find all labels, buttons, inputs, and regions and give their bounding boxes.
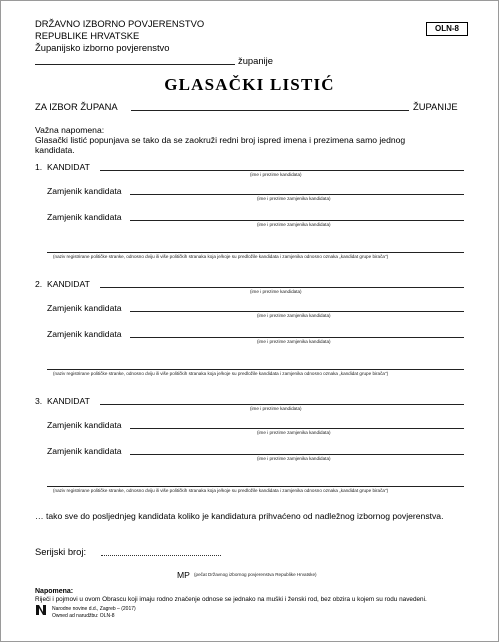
deputy-name-field[interactable] [130, 428, 464, 429]
header-authority: DRŽAVNO IZBORNO POVJERENSTVO [35, 18, 205, 29]
note-text-line2: kandidata. [35, 145, 75, 155]
form-code-badge: OLN-8 [426, 22, 468, 36]
publisher-line2: Owned ad narudžbu: OLN-8 [52, 613, 115, 619]
party-caption: (naziv registrirane političke stranke, odnosno dviju ili više političkih stranaka koja je/koje su predložile kandidata i zamjenika odnosno oznaka „kandidat grupe birača") [53, 371, 389, 376]
deputy-label: Zamjenik kandidata [47, 446, 122, 456]
deputy-label: Zamjenik kandidata [47, 303, 122, 313]
deputy-caption: (ime i prezime zamjenika kandidata) [257, 339, 331, 344]
election-suffix: ŽUPANIJE [413, 101, 458, 112]
header-republic: REPUBLIKE HRVATSKE [35, 30, 140, 41]
publisher-logo-icon [35, 604, 47, 616]
candidate-caption: (ime i prezime kandidata) [250, 172, 302, 177]
deputy-caption: (ime i prezime zamjenika kandidata) [257, 196, 331, 201]
party-field[interactable] [47, 369, 464, 370]
candidate-caption: (ime i prezime kandidata) [250, 406, 302, 411]
party-caption: (naziv registrirane političke stranke, odnosno dviju ili više političkih stranaka koja je/koje su predložile kandidata i zamjenika odnosno oznaka „kandidat grupe birača") [53, 254, 389, 259]
candidate-number: 3. [35, 396, 43, 406]
candidate-label: KANDIDAT [47, 162, 90, 172]
deputy-caption: (ime i prezime zamjenika kandidata) [257, 456, 331, 461]
party-caption: (naziv registrirane političke stranke, odnosno dviju ili više političkih stranaka koja je/koje su predložile kandidata i zamjenika odnosno oznaka „kandidat grupe birača") [53, 488, 389, 493]
party-field[interactable] [47, 486, 464, 487]
candidate-number: 1. [35, 162, 43, 172]
continuation-text: … tako sve do posljednjeg kandidata koliko je kandidatura prihvaćeno od nadležnog izbornog povjerenstva. [35, 511, 444, 521]
serial-label: Serijski broj: [35, 546, 87, 557]
candidate-label: KANDIDAT [47, 279, 90, 289]
footer-note-heading: Napomena: [35, 588, 74, 595]
candidate-label: KANDIDAT [47, 396, 90, 406]
party-field[interactable] [47, 252, 464, 253]
note-heading: Važna napomena: [35, 125, 105, 135]
stamp-caption: (pečat Državnog izbornog povjerenstva Republike Hrvatske) [194, 572, 317, 577]
deputy-name-field[interactable] [130, 311, 464, 312]
candidate-caption: (ime i prezime kandidata) [250, 289, 302, 294]
candidate-name-field[interactable] [100, 170, 464, 171]
deputy-label: Zamjenik kandidata [47, 420, 122, 430]
election-county-field[interactable] [131, 110, 409, 111]
deputy-label: Zamjenik kandidata [47, 212, 122, 222]
deputy-caption: (ime i prezime zamjenika kandidata) [257, 313, 331, 318]
candidate-name-field[interactable] [100, 287, 464, 288]
note-text-line1: Glasački listić popunjava se tako da se zaokruži redni broj ispred imena i prezimena samo jednog [35, 135, 406, 145]
election-prefix: ZA IZBOR ŽUPANA [35, 101, 118, 112]
footer-note-text: Riječi i pojmovi u ovom Obrascu koji imaju rodno značenje odnose se jednako na muški i ženski rod, bez obzira u kojem su rodu navedeni. [35, 596, 427, 603]
publisher-line1: Narodne novine d.d., Zagreb – (2017) [52, 606, 136, 612]
deputy-caption: (ime i prezime zamjenika kandidata) [257, 430, 331, 435]
county-name-field[interactable] [35, 64, 235, 65]
deputy-label: Zamjenik kandidata [47, 329, 122, 339]
candidate-number: 2. [35, 279, 43, 289]
deputy-caption: (ime i prezime zamjenika kandidata) [257, 222, 331, 227]
deputy-name-field[interactable] [130, 337, 464, 338]
candidate-name-field[interactable] [100, 404, 464, 405]
stamp-mp: MP [177, 570, 190, 580]
page-title: GLASAČKI LISTIĆ [164, 75, 335, 94]
deputy-name-field[interactable] [130, 194, 464, 195]
header-county-commission: Županijsko izborno povjerenstvo [35, 42, 170, 53]
serial-number-field[interactable] [101, 555, 221, 556]
deputy-name-field[interactable] [130, 454, 464, 455]
deputy-label: Zamjenik kandidata [47, 186, 122, 196]
deputy-name-field[interactable] [130, 220, 464, 221]
county-suffix: županije [238, 55, 273, 66]
